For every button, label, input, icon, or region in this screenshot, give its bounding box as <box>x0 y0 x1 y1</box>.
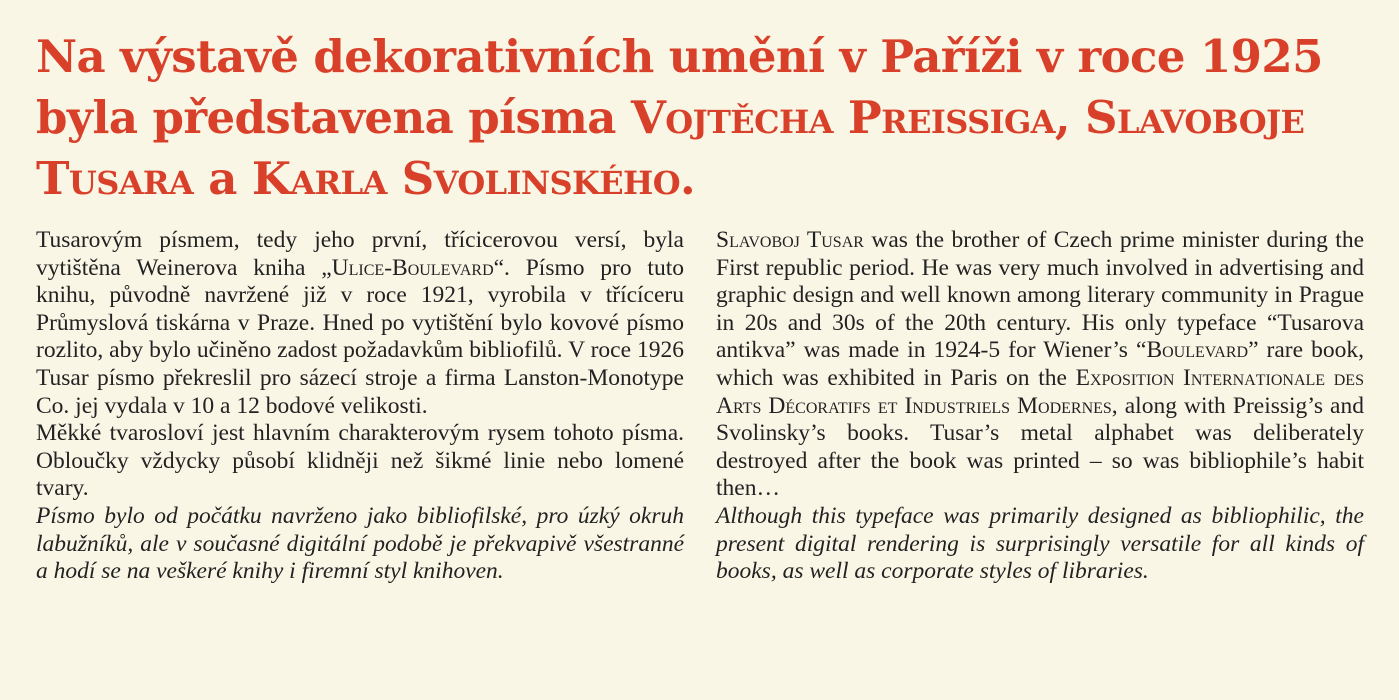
czech-paragraph-1 <box>36 227 684 420</box>
english-p1-book-title: Boulevard <box>1146 337 1249 364</box>
english-p1-text-a: was the brother of Czech prime minister during the First republic period. He was very much involved in advertising and graphic design and well known among literary community in Prague in 20s and 30s of the 20th century. His only typeface “Tusarova antikva” was made in 1924-5 for Wiener’s “ <box>716 227 1364 364</box>
headline-name-tusar: Slavoboje Tusara <box>36 91 1305 205</box>
headline-text-4: . <box>679 152 696 205</box>
english-paragraph-2-italic: Although this typeface was primarily designed as bibliophilic, the present digital rendering is surprisingly versatile for all kinds of books, as well as corporate styles of libraries. <box>716 502 1364 585</box>
czech-p1-book-title: Ulice-Boulevard <box>331 254 494 281</box>
headline-text-3: a <box>193 152 252 205</box>
czech-p1-text-b: “. Písmo pro tuto knihu, původně navržené již v roce 1921, vyrobila v třícíceru Průmyslová tiskárna v Praze. Hned po vytištění bylo kovové písmo rozlito, aby bylo učiněno zadost požadavkům bibliofilů. V roce 1926 Tusar písmo překreslil pro sázecí stroje a firma Lanston-Monotype Co. jej vydala v 10 a 12 bodové velikosti. <box>36 254 684 419</box>
english-p1-name: Slavoboj Tusar <box>716 227 864 253</box>
czech-text-column <box>36 227 684 586</box>
english-p1-text-c: , along with Preissig’s and Svolinsky’s books. Tusar’s metal alphabet was deliberately destroyed after the book was printed – so was bibliophile’s habit then… <box>716 392 1364 502</box>
czech-paragraph-2: Měkké tvarosloví jest hlavním charakterovým rysem tohoto písma. Obloučky vždycky působí klidněji než šikmé linie nebo lomené tvary. <box>36 420 684 502</box>
english-text-column <box>716 227 1364 586</box>
english-p1-exposition: Exposition Internationale des Arts Décoratifs et Industriels Modernes <box>716 364 1364 419</box>
headline <box>36 26 1376 209</box>
czech-p1-text-a: Tusarovým písmem, tedy jeho první, třícicerovou versí, byla vytištěna Weinerova kniha „ <box>36 227 684 281</box>
headline-text-1: Na výstavě dekorativních umění v Paříži v roce 1925 byla představena písma <box>36 30 1323 144</box>
english-p1-text-b: ” rare book, which was exhibited in Paris on the <box>716 337 1364 391</box>
czech-paragraph-3-italic: Písmo bylo od počátku navrženo jako bibliofilské, pro úzký okruh labužníků, ale v současné digitální podobě je překvapivě všestranné a hodí se na veškeré knihy i firemní styl knihoven. <box>36 502 684 585</box>
headline-name-preissig: Vojtěcha Preissiga <box>630 91 1055 144</box>
headline-text-2: , <box>1054 91 1086 144</box>
headline-name-svolinsky: Karla Svolinského <box>251 152 680 205</box>
english-paragraph-1 <box>716 227 1364 503</box>
